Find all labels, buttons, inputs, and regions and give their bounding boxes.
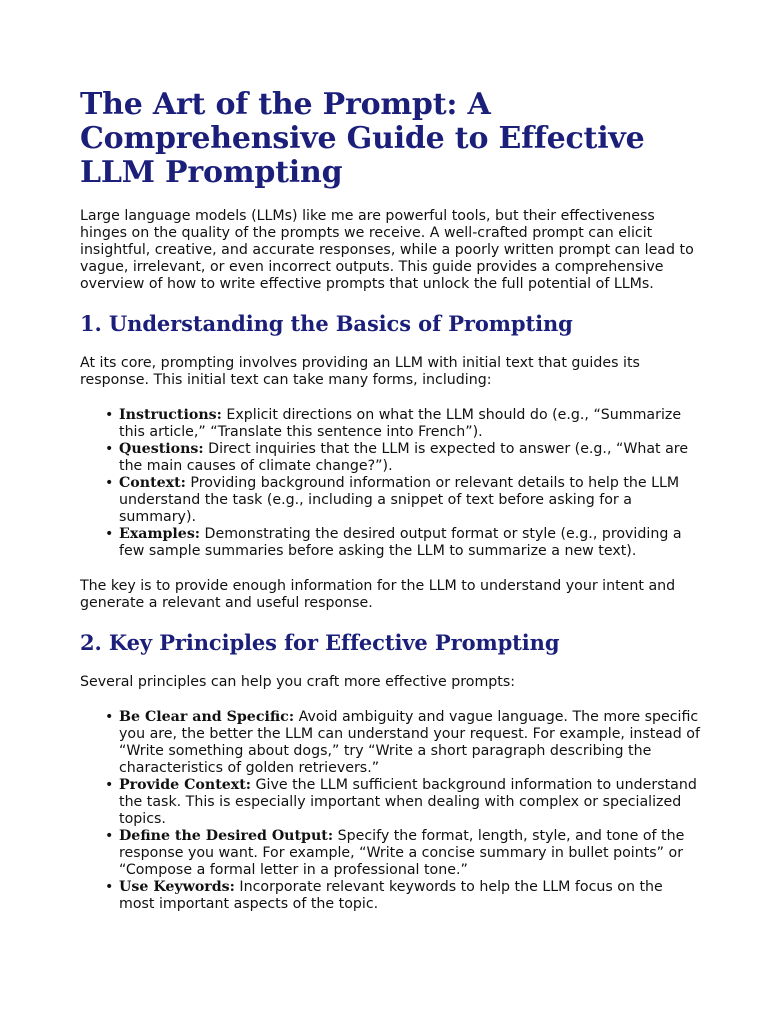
list-item [105, 879, 700, 913]
section-1-heading: 1. Understanding the Basics of Prompting [80, 311, 573, 336]
bullet-icon: • [105, 526, 114, 542]
document-page [80, 88, 700, 931]
list-item [105, 526, 700, 560]
section-1-intro: At its core, prompting involves providing an LLM with initial text that guides its response. This initial text can take many forms, including: [80, 355, 640, 388]
list-item-term: Define the Desired Output: [119, 828, 334, 844]
list-item [105, 828, 700, 879]
bullet-icon: • [105, 777, 114, 793]
list-item-text: Direct inquiries that the LLM is expected to answer (e.g., “What are the main causes of climate change?”). [119, 441, 689, 474]
list-item-term: Examples: [119, 526, 201, 542]
list-item [105, 709, 700, 777]
list-item-term: Context: [119, 475, 186, 491]
list-item-term: Provide Context: [119, 777, 252, 793]
intro-paragraph: Large language models (LLMs) like me are powerful tools, but their effectiveness hinges on the quality of the prompts we receive. A well-crafted prompt can elicit insightful, creative, and accurate responses, while a poorly written prompt can lead to vague, irrelevant, or even incorrect outputs. This guide provides a comprehensive overview of how to write effective prompts that unlock the full potential of LLMs. [80, 208, 694, 292]
section-1-closing: The key is to provide enough information for the LLM to understand your intent and generate a relevant and useful response. [80, 578, 676, 611]
list-item [105, 407, 700, 441]
section-2-list [80, 709, 700, 913]
list-item-text: Incorporate relevant keywords to help the LLM focus on the most important aspects of the topic. [119, 879, 663, 912]
list-item-term: Be Clear and Specific: [119, 709, 295, 725]
list-item-text: Demonstrating the desired output format or style (e.g., providing a few sample summaries before asking the LLM to summarize a new text). [119, 526, 682, 559]
bullet-icon: • [105, 709, 114, 725]
bullet-icon: • [105, 441, 114, 457]
list-item-term: Use Keywords: [119, 879, 235, 895]
section-2-intro: Several principles can help you craft more effective prompts: [80, 674, 516, 690]
list-item-text: Give the LLM sufficient background information to understand the task. This is especially important when dealing with complex or specialized topics. [119, 777, 697, 827]
list-item [105, 777, 700, 828]
list-item-term: Questions: [119, 441, 204, 457]
list-item-text: Explicit directions on what the LLM should do (e.g., “Summarize this article,” “Translate this sentence into French”). [119, 407, 682, 440]
section-1-list [80, 407, 700, 560]
bullet-icon: • [105, 475, 114, 491]
bullet-icon: • [105, 879, 114, 895]
list-item [105, 441, 700, 475]
list-item-text: Specify the format, length, style, and tone of the response you want. For example, “Write a concise summary in bullet points” or “Compose a formal letter in a professional tone.” [119, 828, 685, 878]
list-item [105, 475, 700, 526]
list-item-text: Avoid ambiguity and vague language. The more specific you are, the better the LLM can understand your request. For example, instead of “Write something about dogs,” try “Write a short paragraph describing the characteristics of golden retrievers.” [119, 709, 700, 776]
list-item-term: Instructions: [119, 407, 222, 423]
bullet-icon: • [105, 407, 114, 423]
page-title: The Art of the Prompt: A Comprehensive Guide to Effective LLM Prompting [80, 87, 645, 190]
section-2-heading: 2. Key Principles for Effective Prompting [80, 630, 560, 655]
list-item-text: Providing background information or relevant details to help the LLM understand the task (e.g., including a snippet of text before asking for a summary). [119, 475, 680, 525]
bullet-icon: • [105, 828, 114, 844]
